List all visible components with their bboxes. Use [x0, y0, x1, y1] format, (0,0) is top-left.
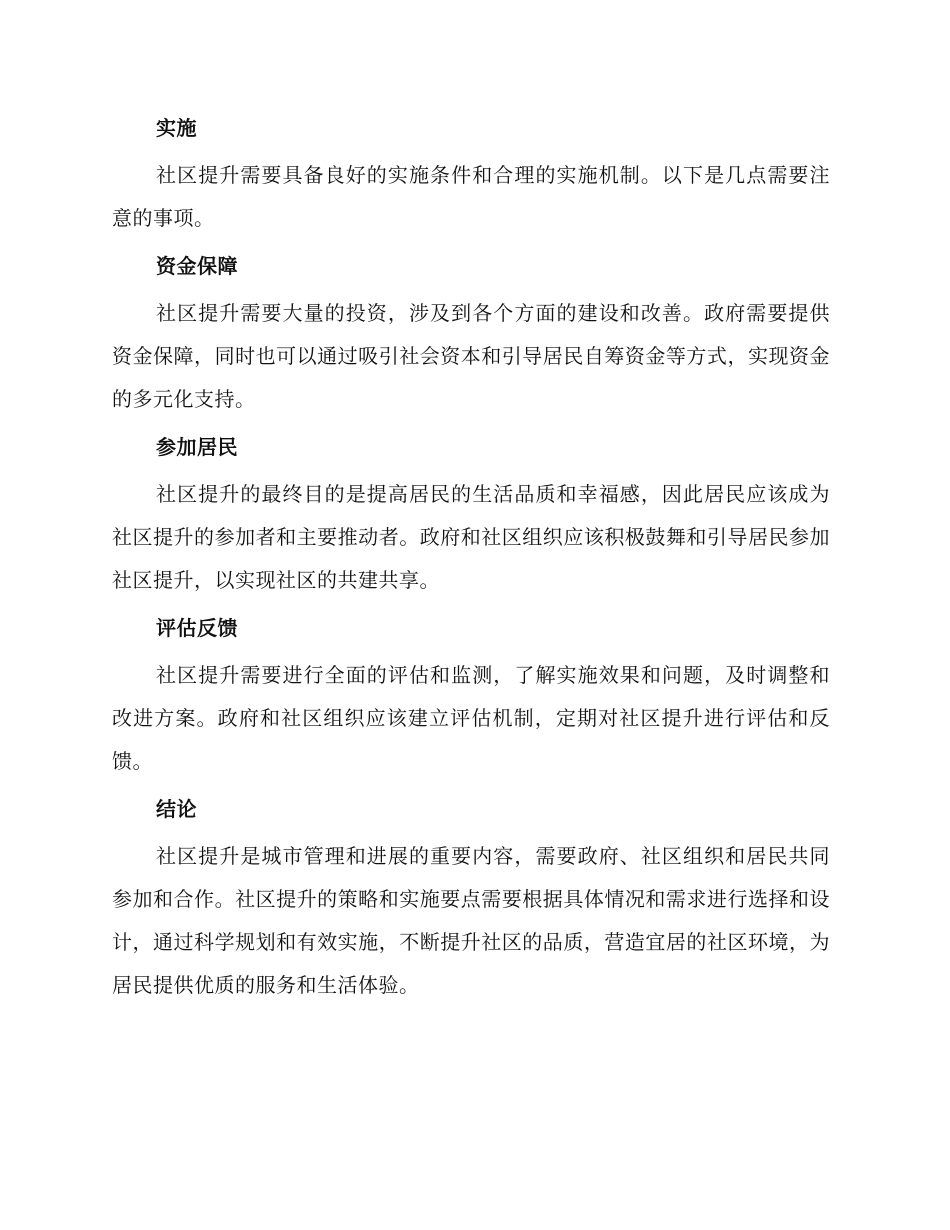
section-heading-residents: 参加居民 — [156, 435, 238, 459]
document-page — [112, 108, 830, 1013]
section-body-funding: 社区提升需要大量的投资，涉及到各个方面的建设和改善。政府需要提供资金保障，同时也可以通过吸引社会资本和引导居民自筹资金等方式，实现资金的多元化支持。 — [112, 301, 830, 411]
section-body-implementation: 社区提升需要具备良好的实施条件和合理的实施机制。以下是几点需要注意的事项。 — [112, 163, 830, 230]
section-heading-implementation: 实施 — [156, 116, 197, 140]
section-heading-evaluation: 评估反馈 — [156, 616, 238, 640]
section-body-conclusion: 社区提升是城市管理和进展的重要内容，需要政府、社区组织和居民共同参加和合作。社区提升的策略和实施要点需要根据具体情况和需求进行选择和设计，通过科学规划和有效实施，不断提升社区的品质，营造宜居的社区环境，为居民提供优质的服务和生活体验。 — [112, 844, 830, 997]
section-heading-conclusion: 结论 — [156, 797, 197, 821]
section-heading-funding: 资金保障 — [156, 254, 238, 278]
section-body-residents: 社区提升的最终目的是提高居民的生活品质和幸福感，因此居民应该成为社区提升的参加者和主要推动者。政府和社区组织应该积极鼓舞和引导居民参加社区提升，以实现社区的共建共享。 — [112, 482, 830, 592]
section-body-evaluation: 社区提升需要进行全面的评估和监测，了解实施效果和问题，及时调整和改进方案。政府和社区组织应该建立评估机制，定期对社区提升进行评估和反馈。 — [112, 663, 830, 773]
